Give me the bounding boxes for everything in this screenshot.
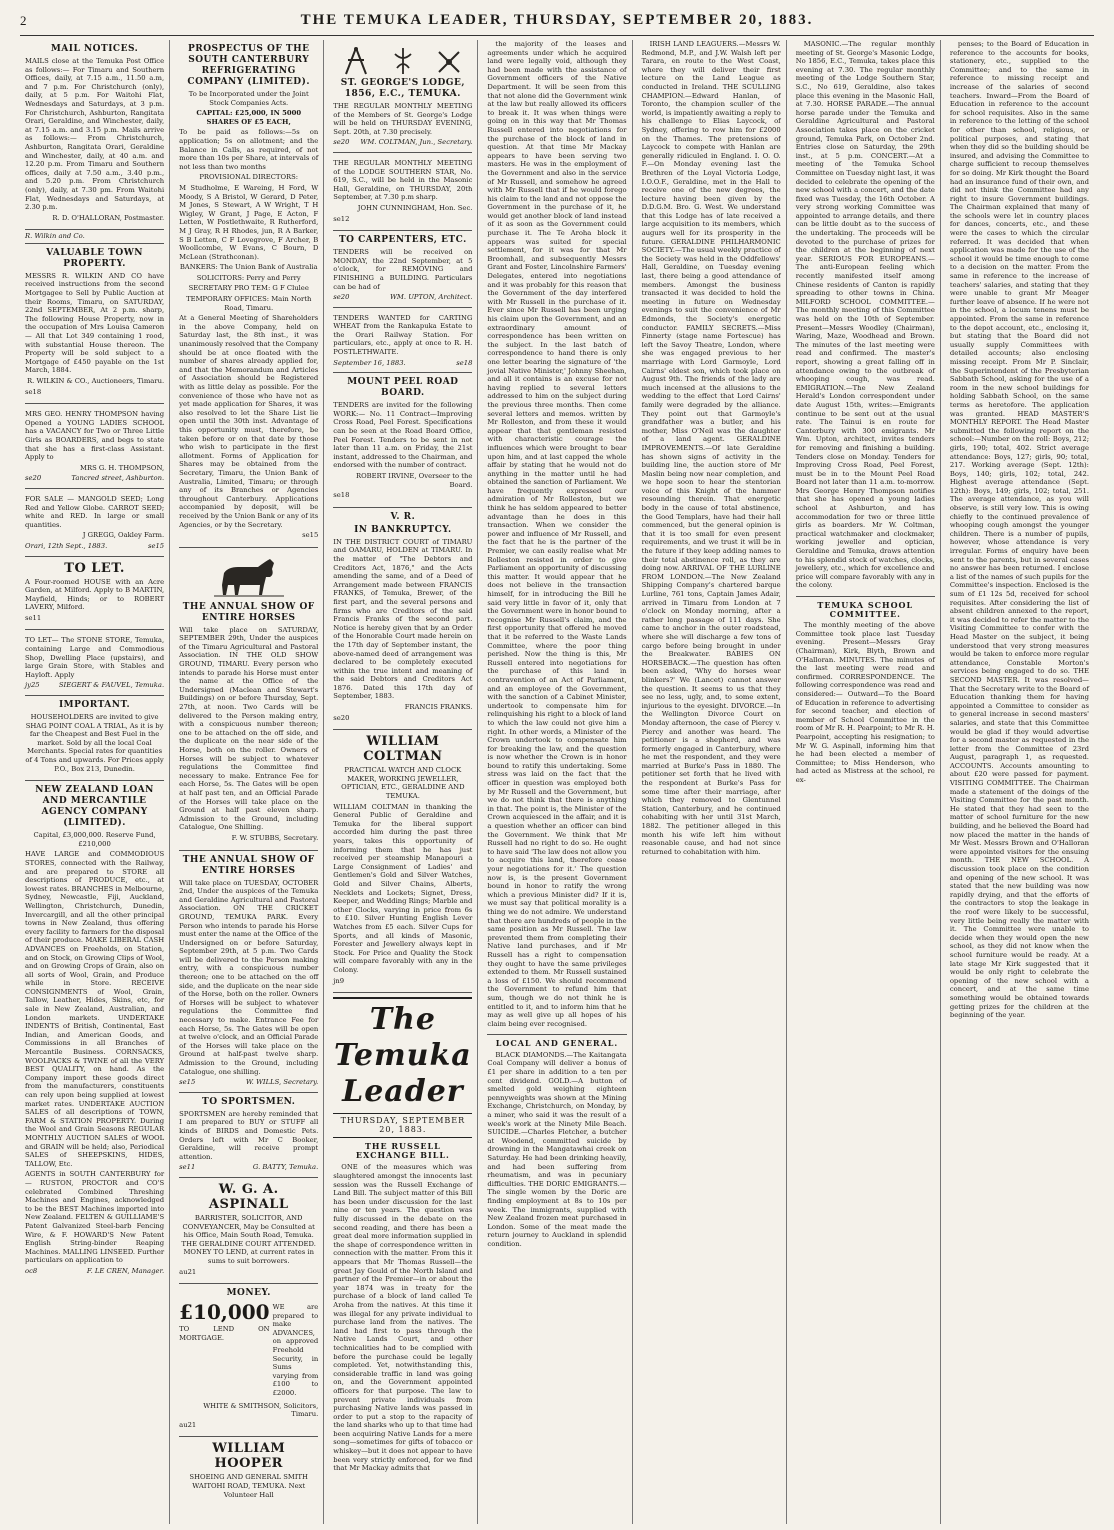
bankruptcy-signature: FRANCIS FRANKS. [404, 703, 473, 712]
thompson-school-signature: MRS G. H. THOMPSON, [80, 463, 165, 472]
prospectus-bankers: BANKERS: The Union Bank of Australia [179, 263, 318, 272]
leader-continued: the majority of the leases and agreements under which he acquired land were legally void, although they had been made with the assistance of Government officers of the Native Department. It will be seen from this that not alone did the Government wink at the law but really allowed its officers to break it. It was when things were going on in this way that Mr Thomas Russell entered into negotiations for the purchase of the block of land in question. At that time Mr Mackay appears to have been serving two masters. He was in the employment of the Government and also in the service of Mr Russell, and somehow he agreed with Mr Russell that if he would forego his claim to the land and not oppose the Government in the purchase of it, he would get another block of land instead of it as soon as the Government could purchase it. The Te Aroha block it appears was suited for special settlement, for it was for that Mr Broomhall, and subsequently Messrs Grant and Foster, Lincolnshire Farmers' Delegates, entered into negotiations and it was probably for this reason that the Government of the day interfered with Mr Russell in the purchase of it. Ever since Mr Russell has been urging his claim upon the Government, and an extraordinary amount of correspondence has been written on the subject. In the last batch of correspondence to hand there is only one letter bearing the signature of 'the jovial Native Minister,' Johnny Sheehan, and all it contains is an excuse for not having replied to several letters addressed to him on the subject during the previous three months. Then come several letters and memos. written by Mr Rolleston, and from these it would appear that that gentleman resisted with characteristic courage the influences which were brought to bear upon him, and at last capped the whole affair by stating that he would not do anything in the matter until he had obtained the sanction of Parliament. We have frequently expressed our admiration of Mr Rolleston, but we think he has seldom appeared to better advantage than he does in this transaction. When we consider the power and influence of Mr Russell, and the fact that he is the partner of the Premier, we can easily realise what Mr Rolleston resisted in order to give Parliament an opportunity of discussing this matter. It would appear that he does not believe in the transaction himself, for in introducing the Bill he said very little in favor of it, only that the Government were in honor bound to recognise Mr Russell's claim, and the first opportunity that offered he moved that it be referred to the Waste Lands Committee, where the poor thing perished. Now the thing is this, Mr Russell entered into negotiations for the purchase of this land in contravention of an Act of Parliament, and an employee of the Government, with the sanction of a Cabinet Minister, undertook to compensate him for relinquishing his right to a block of land to which the law could not give him a right. In other words, a Minister of the Crown undertook to compensate him for breaking the law, and the question is now whether the Crown is in honor bound to ratify this undertaking. Some stress was laid on the fact that the officer in question was employed both by Mr Russell and the Government, but we do not think that there is anything in that. The point is, the Minister of the Crown acquiesced in the affair, and it is a question whether an officer can bind the Government. We think that Mr Russell had no right to do so. He ought to have said 'The law does not allow you to acquire this land, therefore cease your negotiations for it.' The question now is, is the present Government bound in honor to ratify the wrong which a previous Minister did? If it is, we must say that political morality is a thing we do not admire. We understand that there are hundreds of people in the same position as Mr Russell. The law prevented them from completing their Native land purchases, and if Mr Russell has a right to compensation they ought to have the same privileges extended to them. Mr Russell sustained a loss of £150. We should recommend the Government to refund him that sum, though we do not think he is entitled to it, and to inform him that he may as well give up all hopes of his claim being ever recognised. [487, 40, 627, 1028]
mount-peel-body: TENDERS are invited for the following WORK:— No. 11 Contract—Improving Cross Road, Peel Forest. Specifications can be seen at the Road Board Office, Peel Forest. Tenders to be sent in not later than 11 a.m. on Friday, the 21st instant, addressed to the Chairman, and endorsed with the number of contract. [333, 401, 473, 470]
carpenters-code: se20 [333, 293, 350, 302]
mount-peel-signature: ROBERT IRVINE, Overseer to the Board. [355, 472, 473, 489]
stone-store-body: TO LET— The STONE STORE, Temuka, containing Large and Commodious Shop, Dwelling Place (upstairs), and large Grain Store, with Stables and Hayloft. Apply [25, 636, 165, 679]
leader-dateline: THURSDAY, SEPTEMBER 20, 1883. [333, 1117, 472, 1138]
thompson-school-ad [25, 404, 164, 489]
mail-notices-ad [25, 40, 164, 230]
prospectus-code: se15 [302, 531, 319, 540]
st-georges-lodge-heading: ST. GEORGE'S LODGE, 1856, E.C., TEMUKA. [340, 78, 465, 99]
carting-tender-code: se18 [456, 358, 473, 367]
carting-tender-date: September 16, 1883. [333, 358, 406, 367]
masonic-square-icon [435, 46, 463, 76]
mount-peel-heading: MOUNT PEEL ROAD BOARD. [347, 377, 459, 399]
aspinall-heading: W. G. A. ASPINALL [208, 1181, 289, 1212]
mangold-seed-date: Orari, 12th Sept., 1883. [25, 541, 108, 550]
sportsmen-body: SPORTSMEN are hereby reminded that I am prepared to BUY or STUFF all kinds of BIRDS and Domestic Pets. Orders left with Mr C Booker, Geraldine, will receive prompt attention. [179, 1109, 319, 1161]
sportsmen-signature: G. BATTY, Temuka. [252, 1163, 319, 1172]
nz-loan-signature: F. LE CREN, Manager. [86, 1266, 165, 1275]
wilkin-credit: R. Wilkin and Co. [25, 230, 164, 244]
st-georges-lodge-code: se20 [333, 138, 350, 147]
bankruptcy-code: se20 [333, 713, 350, 722]
column-3 [328, 40, 478, 1524]
column-2 [174, 40, 324, 1524]
prospectus-meeting: At a General Meeting of Shareholders in the above Company, held on Saturday last, the 8th inst., it was unanimously resolved that the Company should be at once floated with the number of shares already applied for, and that the Memorandum and Articles of Association should be Registered with as little delay as possible. For the convenience of those who have not as yet made application for Shares, it was also resolved to let the Share List lie open until the 30th inst. Advantage of this opportunity must, therefore, be taken before or on that date by those who wish to participate in the first allotment. Forms of Application for Shares may be obtained from the Secretary, Timaru, the Union Bank of Australia, Limited, Timaru; or through any of its Branches or Agencies throughout Canterbury. Applications accompanied by deposit, will be received by the Union Bank or any of its Agencies, or by the Secretary. [179, 314, 319, 529]
coltman-heading: WILLIAM COLTMAN [363, 734, 443, 765]
school-committee-heading: TEMUKA SCHOOL COMMITTEE. [796, 596, 935, 618]
valuable-property-ad [25, 244, 164, 404]
timaru-horse-show-body: Will take place on SATURDAY, SEPTEMBER 29th, Under the auspices of the Timaru Agricultural and Pastoral Association. IN THE OLD SHOW GROUND, TIMARU. Every person who intends to parade his Horse must enter the name at the Office of the Undersigned (Maclean and Stewart's Buildings) on or before Thursday, Sept. 27th, at noon. Two Cards will be delivered to the Person making entry, with a conspicuous number thereon; one to be attached on the off side, and the duplicate on the near side of the Horse, both on the roller. Owners of Horses will be subject to whatever regulations the Committee find necessary to make. Entrance Fee for each Horse, 5s. The Gates will be open at half past ten, and an Official Parade of the Horses will take place on the Ground at half past eleven sharp. Admission to the Ground, including Catalogue, One Shilling. [179, 625, 319, 832]
southern-star-lodge-body: THE REGULAR MONTHLY MEETING of the LODGE SOUTHERN STAR, No. 619, S.C., will be held in the Masonic Hall, Geraldine, on THURSDAY, 20th September, at 7.30 p.m sharp. [333, 158, 473, 202]
timaru-horse-show-signature: F. W. STUBBS, Secretary. [231, 833, 319, 842]
aspinall-code: au21 [179, 1267, 197, 1276]
nz-loan-code: oc8 [25, 1266, 38, 1275]
local-general-heading: LOCAL AND GENERAL. [487, 1034, 626, 1048]
prospectus-directors-heading: PROVISIONAL DIRECTORS: [199, 173, 299, 182]
masonic-emblem-icon [389, 46, 417, 76]
valuable-property-signature: R. WILKIN & CO., Auctioneers, Timaru. [27, 377, 165, 385]
hooper-body: SHOEING AND GENERAL SMITH WAITOHI ROAD, TEMUKA. Next Volunteer Hall [189, 1473, 308, 1499]
leader-heading: THE RUSSELL EXCHANGE BILL. [355, 1141, 450, 1160]
coltman-body: WILLIAM COLTMAN in thanking the General Public of Geraldine and Temuka for the liberal support accorded him during the past three years, takes this opportunity of informing them that he has just received per steamship Manapouri a Large Consignment of Ladies' and Gentlemen's Gold and Silver Watches, Gold and Silver Chains, Alberts, Necklets and Lockets; Signet, Dress, Keeper, and Wedding Rings; Marble and other Clocks, varying in price from 6s to £10. Silver Hunting English Lever Watches from £5 each. Silver Cups for Sports, and all kinds of Masonic, Forester and Jewellery always kept in Stock. For Price and Quality the Stock will compare favorably with any in the Colony. [333, 802, 473, 974]
nz-loan-body: HAVE LARGE and COMMODIOUS STORES, connected with the Railway, and are prepared to STORE all descriptions of PRODUCE, etc., at lowest rates. BRANCHES in Melbourne, Sydney, Newcastle, Fiji, Auckland, Wellington, Christchurch, Dunedin, Invercargill, and all the other principal towns in New Zealand, thus offering every facility to farmers for the disposal of their produce. MAKE LIBERAL CASH ADVANCES on Freeholds, on Station, and on Stock, on Growing Clips of Wool, and on Growing Crops of Grain, also on all sorts of Wool, Grain, and Produce while in Store. RECEIVE CONSIGNMENTS of Wool, Grain, Tallow, Leather, Hides, Skins, etc, for sale in New Zealand, Australian, and London markets. UNDERTAKE INDENTS of British, Continental, East Indian, and American Goods, and Commissions in all Branches of Mercantile Business. CORNSACKS, WOOLPACKS & TWINE of all the VERY BEST QUALITY, on hand. As the Company import these goods direct from the manufacturers, constituents can rely upon being supplied at lowest market rates. UNDERTAKE AUCTION SALES of all descriptions of TOWN, FARM & STATION PROPERTY. During the Wool and Grain Seasons REGULAR MONTHLY AUCTION SALES of WOOL and GRAIN will be held; also, Periodical SALES of SHEEPSKINS, HIDES, TALLOW, Etc. [25, 850, 165, 1168]
left-folio: 2 [20, 12, 27, 28]
thompson-school-body: MRS GEO. HENRY THOMPSON having Opened a YOUNG LADIES SCHOOL has a VACANCY for Two or Three Little Girls as BOARDERS, and begs to state that she has a first-class Assistant. Apply to [25, 410, 165, 462]
to-let-house-code: se11 [25, 613, 42, 622]
column-6 [791, 40, 941, 1524]
st-georges-lodge-body: THE REGULAR MONTHLY MEETING of the Members of St. George's Lodge will be held on THURSDAY EVENING, Sept. 20th, at 7.30 precisely. [333, 102, 473, 136]
mail-notices-heading: MAIL NOTICES. [50, 44, 139, 54]
sportsmen-code: se11 [179, 1163, 196, 1172]
newspaper-page [20, 40, 1094, 1524]
money-code: au21 [179, 1420, 197, 1429]
column-4 [482, 40, 632, 1524]
prospectus-solicitors: SOLICITORS: Perry and Perry [196, 273, 301, 282]
money-amount: £10,000 [179, 1300, 270, 1325]
to-let-house-body: A Four-roomed HOUSE with an Acre Garden, at Milford. Apply to B MARTIN, Mayfield, Hinds; or to ROBERT LAVERY, Milford. [25, 577, 165, 612]
carting-tender-ad [333, 308, 472, 374]
carpenters-body: TENDERS will be received on MONDAY, the 22nd September, at 5 o'clock, for REMOVING and FINISHING a BUILDING. Particulars can be had of [333, 248, 473, 291]
prospectus-capital: CAPITAL: £25,000, IN 5000 SHARES OF £5 EACH, [196, 109, 302, 126]
mail-notices-body: MAILS close at the Temuka Post Office as follows:— For Timaru and Southern Offices, daily, at 7.15 a.m., 11.50 a.m, and 7 p.m. For Christchurch (only), daily, at 5 p.m. For Waitohi Flat, Wednesdays and Saturdays, at 3 p.m. For Christchurch, Ashburton, Rangitata Orari, Geraldine, and Winchester, daily, at 7.15 a.m. and 3.15 p.m. Mails arrive as follows:— From Christchurch, Ashburton, Rangitata Orari, Geraldine and Winchester, daily, at 40 a.m. and 12.20 p.m. From Timaru and Southern offices, daily at 7.50 a.m., 3.40 p.m., and 5.20 p.m. From Christchurch (only), daily, at 7.30 pm. From Waitohi Flat, Wednesdays and Saturdays, at 2.30 p.m. [25, 57, 165, 212]
thompson-school-address: Tancred street, Ashburton. [71, 474, 165, 483]
column-5 [637, 40, 787, 1524]
mangold-seed-code: se15 [147, 541, 165, 550]
temuka-horse-show-signature: W. WILLS, Secretary. [245, 1078, 319, 1087]
money-signature: WHITE & SMITHSON, Solicitors, Timaru. [203, 1401, 319, 1419]
leader-body: ONE of the measures which was slaughtered amongst the innocents last session was the Russell Exchange of Land Bill. The subject matter of this Bill has been under discussion for the last nine or ten years. The question was fully discussed in the debate on the second reading, and there has been a great deal more information supplied in the shape of correspondence written in connection with the matter. From this it appears that Mr Thomas Russell—the great Jay Gould of the North Island and partner of the Premier—in or about the year 1874 was in treaty for the purchase of a block of land called Te Aroha from the natives. At this time it was illegal for any private individual to purchase land from the natives. The land had first to pass through the Native Lands Court, and other technicalities had to be complied with before the purchase could be legally completed. Yet, notwithstanding this, considerable traffic in land was going on, and the Government appointed officers for that purpose. The law to prevent private individuals from purchasing Native lands was passed in order to put a stop to the rapacity of the land sharks who up to that time had been acquiring Native Lands for a mere song—sometimes for gifts of tobacco or whiskey—but it does not appear to have been very strictly enforced, for we find that Mr Mackay admits that [333, 1163, 473, 1473]
hooper-ad [179, 1437, 318, 1506]
temuka-horse-show-ad [179, 851, 318, 1093]
southern-star-lodge-signature: JOHN CUNNINGHAM, Hon. Sec. [357, 203, 473, 212]
nz-loan-agents: AGENTS in SOUTH CANTERBURY for— RUSTON, PROCTOR and CO'S celebrated Combined Threshing Machines and Engines, acknowledged to be the BEST Machines imported into New Zealand. FELTEN & GUILLIAME'S Patent Galvanized Steel-barb Fencing Wire, & F. HOWARD'S New Patent English String-binder Reaping Machines. MALLING LINSEED. Further particulars on application to [25, 1170, 165, 1265]
to-let-heading: TO LET. [64, 560, 125, 576]
thompson-school-code: se20 [25, 474, 42, 483]
stone-store-signature: SIEGERT & FAUVEL, Temuka. [58, 681, 165, 690]
temuka-horse-show-body: Will take place on TUESDAY, OCTOBER 2nd, Under the auspices of the Temuka and Geraldine Agricultural and Pastoral Association. ON THE CRICKET GROUND, TEMUKA PARK. Every Person who intends to parade his Horse must enter the name at the Office of the Undersigned on or before Saturday, September 29th, at 5 p.m. Two Cards will be delivered to the Person making entry, with a conspicuous number thereon; one to be attached on the off side, and the duplicate on the near side of the Horse, both on the roller. Owners of Horses will be subject to whatever regulations the Committee find necessary to make. Entrance Fee for each Horse, 5s. The Gates will be open at twelve o'clock, and an Official Parade of the Horses will take place on the Ground at half-past twelve sharp. Admission to the Ground, including Catalogue, one shilling. [179, 878, 319, 1076]
important-heading: IMPORTANT. [58, 700, 131, 711]
st-georges-lodge-ad [333, 40, 472, 153]
timaru-horse-show-ad [179, 548, 318, 851]
valuable-property-code: se18 [25, 387, 42, 396]
newspaper-title: THE TEMUKA LEADER, THURSDAY, SEPTEMBER 20, 1883. [300, 12, 814, 28]
prospectus-sub: To be Incorporated under the Joint Stock Companies Acts. [188, 90, 309, 107]
carting-tender-body: TENDERS WANTED for CARTING WHEAT from the Rankapuka Estate to the Orari Railway Station. For particulars, etc., apply at once to R. H. POSTLETHWAITE. [333, 313, 473, 357]
sportsmen-heading: TO SPORTSMEN. [202, 1096, 296, 1107]
column-7-body: penses; to the Board of Education in reference to the accounts for books, stationery, etc., supplied to the Committee; and to the same in reference to missing receipt and increase of the salaries of second teachers. Inward—From the Board of Education in reference to the account for school requisites. Also in the same in reference to the letting of the school for other than school, religious, or political purposes, and stating that when they did so the building should be insured, and advising the Committee to charge sufficient to recoup themselves for so doing. Mr Kirk thought the Board had an insurance fund of their own, and did not think the Committee had any right to insure Government buildings. The Chairman explained that many of the schools were let in country places for dances, concerts, etc., and these were the cases to which the circular referred. It was decided that when application was made for the use of the school it would be time enough to come to a decision on the matter. From the same in reference to the increase of teachers' salaries, and stating that they were unable to grant Mr Meager further leave of absence. If he were not in the school, a locum tenens must be appointed. From the same in reference to the depot account, etc., enclosing it, but stating that the Board did not usually supply Committees with detailed accounts; also enclosing missing receipt. From Mr P. Sinclair, the Superintendent of the Presbyterian Sabbath School, asking for the use of a room in the new school buildings for holding Sabbath School, on the same terms as heretofore. The application was granted. HEAD MASTER'S MONTHLY REPORT. The Head Master submitted the following report on the school:—Number on the roll: Boys, 212; girls, 190; total, 402. Strict average attendance: Boys, 127; girls, 90; total, 217. Working average (Sept. 12th): Boys, 140; girls, 102; total, 242. Highest average attendance (Sept. 12th): Boys, 149; girls, 102; total, 251. The average attendance, as you will observe, is still very low. This is owing chiefly to the continued prevalence of whooping cough amongst the younger children. There is a number of pupils, however, whose attendance is very irregular. Forms of enquiry have been sent to the parents, but in several cases no answer has been returned. I enclose a list of the names of such pupils for the Committee's inspection. Enclosed is the sum of £1 12s 5d, received for school requisites. After considering the list of absent children annexed to the report, it was decided to refer the matter to the Visiting Committee to confer with the Head Master on the subject, it being understood that very strong measures would be taken to enforce more regular attendance, Constable Morton's services being engaged to do so. THE SECOND MASTER. It was resolved—That the Secretary write to the Board of Education thanking them for having appointed a Committee to consider as to general increase in second masters' salaries, and state that this Committee would be glad if they would advertise for a second master as requested in the letter from the Committee of 23rd August, paragraph 1, as requested. ACCOUNTS. Accounts amounting to about £20 were passed for payment. VISITING COMMITTEE. The Chairman made a statement of the doings of the Visiting Committee for the past month. He stated that they had seen to the matter of school furniture for the new building, and he believed the Board had now placed the matter in the hands of Mr West. Messrs Brown and O'Halloran were appointed visitors for the ensuing month. THE NEW SCHOOL. A discussion took place on the condition and opening of the new school. It was stated that the new building was now rapidly drying, and that the efforts of the contractors to stop the leakage in the roof were likely to be successful, very little being really the matter with it. The Committee were unable to decide when they would open the new school, as they did not know when the school furniture would be ready. At a late stage Mr Kirk suggested that it would be only right to celebrate the opening of the new school with a concert, and at the same time something would be obtained towards getting prizes for the children at the beginning of the year. [949, 40, 1089, 1020]
southern-star-lodge-code: se12 [333, 214, 350, 223]
prospectus-offices: TEMPORARY OFFICES: Main North Road, Timaru. [186, 295, 312, 312]
mangold-seed-body: FOR SALE — MANGOLD SEED; Long Red and Yellow Globe. CARROT SEED; white and RED. In large or small quantities. [25, 494, 165, 529]
stone-store-ad [25, 630, 164, 696]
mail-notices-signature: R. D. O'HALLORAN, Postmaster. [52, 213, 165, 222]
hooper-heading: WILLIAM HOOPER [212, 1441, 286, 1472]
horse-icon [214, 555, 284, 599]
bankruptcy-ad [333, 508, 472, 730]
money-body: WE are prepared to make ADVANCES, on approved Freehold Security, in Sums varying from £100 to £2000. [272, 1303, 319, 1398]
shag-point-coal-body: HOUSEHOLDERS are invited to give SHAG POINT COAL A TRIAL, As it is by far the Cheapest and Best Fuel in the market. Sold by all the local Coal Merchants. Special rates for quantities of 4 Tons and upwards. For Prices apply P.O., Box 213, Dunedin. [25, 713, 164, 773]
coltman-ad [333, 730, 472, 993]
temuka-horse-show-heading: THE ANNUAL SHOW OF ENTIRE HORSES [182, 854, 315, 876]
nz-loan-heading: NEW ZEALAND LOAN AND MERCANTILE AGENCY COMPANY (LIMITED). [35, 785, 154, 829]
column-7 [945, 40, 1094, 1524]
mount-peel-code: se18 [333, 491, 350, 500]
local-general-body: BLACK DIAMONDS.—The Kaitangata Coal Company will deliver a bonus of £1 per share in addition to a ten per cent dividend. GOLD.—A button of smelted gold weighing eighteen pennyweights was shown at the Mining Exchange, Christchurch, on Monday, by a miner, who said it was the result of a week's work at the Ninety Mile Beach. SUICIDE.—Charles Fletcher, a butcher at Woodend, committed suicide by drowning in the Mangatawhai creek on Saturday. He had been drinking heavily, and had been suffering from rheumatism, and was in pecuniary difficulties. THE DORIC EMIGRANTS.—The single women by the Doric are finding employment at 8s to 10s per week. The immigrants, supplied with New Zealand frozen meat purchased in London. Some of the meat made the return journey to Auckland in splendid condition. [487, 1050, 627, 1248]
st-georges-lodge-signature: WM. COLTMAN, Jun., Secretary. [360, 138, 473, 147]
temuka-horse-show-code: se15 [179, 1078, 196, 1087]
column-5-body: IRISH LAND LEAGUERS.—Messrs W. Redmond, M.P., and J.W. Walsh left per Tarara, en route to the West Coast, where they will deliver their first lecture on the Land League as conducted in Ireland. THE SCULLING CHAMPION.—Edward Hanlan, of Toronto, the champion sculler of the world, is impatiently awaiting a reply to his challenge to Elias Laycock, of Sydney, offering to row him for £2000 on the Thames. The pretensions of Laycock to compete with Hanlan are generally ridiculed in England. I. O. O. F.—On Monday evening last the Brethren of the Loyal Victoria Lodge, I.O.O.F., Geraldine, met in the Hall to receive one of the new degrees, the lecture having been given by the D.D.G.M. Bro. G. West. We understand that this Lodge has of late received a large acquisition to its members, which augurs well for its prosperity in the future. GERALDINE PHILHARMONIC SOCIETY.—The usual weekly practice of the Society was held in the Oddfellows' Hall, Geraldine, on Tuesday evening last, there being a good attendance of members. Amongst the business transacted it was decided to hold the meeting in future on Wednesday evenings to suit the convenience of Mr Edmonds, the Society's energetic conductor. FAMILY SECRETS.—Miss Finnerty (stage name Fortescue) has left the Savoy Theatre, London, where she was engaged previous to her marriage with Lord Garmoyle, Lord Cairns' eldest son, which took place on August 9th. The friends of the lady are much incensed at the allusions to the wedding to the effect that Lord Cairns' family were degraded by the alliance. They point out that Garmoyle's grandfather was a butler, and his mother, Miss O'Neil was the daughter of a land agent. GERALDINE IMPROVEMENTS.—Of late Geraldine has shown signs of activity in the building line, the auction store of Mr Maslin being now near completion, and we hope soon to hear the stentorian voice of this Knight of the hammer resounding therein. That energetic body in the cause of total abstinence, the Good Templars, have had their hall commenced, but the general opinion is that it is too small for even present requirements, and we trust it will be in the future if they keep adding names to their total abstinence roll, as they are doing now. ARRIVAL OF THE LURLINE FROM LONDON.—The New Zealand Shipping Company's chartered barque Lurline, 761 tons, Captain James Adair, arrived in Timaru from London at 7 o'clock on Monday morning, after a rather long passage of 111 days. She came to anchor in the outer roadstead, where she will discharge a few tons of cargo before being brought in under the Breakwater. BABIES ON HORSEBACK.—The question has often been asked, 'Why do horses wear blinkers?' We (Lancet) cannot answer the question. It seems to us that they see no less, ugly, and, to some extent, injurious to the eyesight. DIVORCE.—In the Wellington Divorce Court on Monday afternoon, the case of Piercy v. Piercy and another was heard. The petitioner is a shepherd, and was formerly engaged in Canterbury, where he met the respondent, and they were married at Burke's Pass in 1880. The petitioner set forth that he lived with the respondent at Burke's Pass for some time after their marriage, after which they removed to Glentunnel Station, Canterbury, and he continued cohabiting with her until 31st March, 1882. The petitioner alleged in this month his wife left him without reasonable cause, and had not since returned to cohabitation with him. [641, 40, 781, 856]
money-heading: MONEY. [226, 1288, 271, 1299]
nz-loan-ad [25, 781, 164, 1280]
bankruptcy-body: IN THE DISTRICT COURT of TIMARU and OAMARU, HOLDEN at TIMARU. In the matter of "The Debtors and Creditors Act, 1876," and the Acts amending the same, and of a Deed of Arrangement made between FRANCIS FRANKS, of Temuka, Brewer, of the first part, and the several persons and firms who are Creditors of the said Francis Franks of the second part. Notice is hereby given that by an Order of the Honorable Court made herein on the 17th day of September instant, the above-named deed of arrangement was declared to be completely executed within the true intent and meaning of the said Debtors and Creditors Act 1876. Dated this 17th day of September, 1883. [333, 537, 473, 701]
column-6-body: MASONIC.—The regular monthly meeting of St. George's Masonic Lodge, No 1856, E.C., Temuka, takes place this evening at 7.30. The regular monthly meeting of the Lodge Southern Star, S.C., No 619, Geraldine, also takes place this evening in the Masonic Hall, at 7.30. HORSE PARADE.—The annual horse parade under the Temuka and Geraldine Agricultural and Pastoral Association takes place on the cricket ground, Temuka Park, on October 2nd. Entries close on Saturday, the 29th inst., at 5 p.m. CONCERT.—At a meeting of the Temuka School Committee on Tuesday night last, it was decided to celebrate the opening of the new school with a concert, and the date fixed was Tuesday, the 16th October. A very strong working Committee was appointed to arrange details, and there can be little doubt as to the success of the undertaking. The proceeds will be devoted to the purchase of prizes for the children at the beginning of next year. SERIOUS FOR EUROPEANS.—The anti-European feeling which recently manifested itself among Chinese residents of Canton is rapidly spreading to other towns in China. MILFORD SCHOOL COMMITTEE.—The monthly meeting of this Committee was held on the 10th of September. Present—Messrs Woodley (Chairman), Waring, Maze, Woodhead and Brown. The minutes of the last meeting were read and confirmed. The master's report, showing a great falling off in attendance owing to the outbreak of whooping cough, was read. EMIGRATION.—The New Zealand Herald's London correspondent under date August 15th, writes:—Emigrants continue to be sent out at the usual rate. The Tainui is en route for Canterbury with 300 emigrants. Mr Wm. Upton, architect, invites tenders for removing and finishing a building. Tenders close on Monday. Tenders for Improving Cross Road, Peel Forest, must be in to the Mount Peel Road Board not later than 11 a.m. to-morrow. Mrs George Henry Thompson notifies that she has opened a young ladies school at Ashburton, and has accommodation for two or three little girls as boarders. Mr W. Coltman, practical watchmaker and clockmaker, working jeweller and optician, Geraldine and Temuka, draws attention to his splendid stock of watches, clocks, jewellery, etc., which for excellence and price will compare favorably with any in the colony. [795, 40, 935, 590]
stone-store-code: jy25 [25, 681, 40, 690]
prospectus-directors: M Studholme, E Wareing, H Ford, W Moody, S A Bristol, W Gerard, D Peter, M Jones, S Stewart, A W Wright, T H Wigley, W Grant, J Page, E Acton, F Letten, W Postlethwaite, R Rutherford, M J Gray, R H Rhodes, jun, R A Barker, S B Letten, C F Lovegrove, F Archer, B Woollcombe, W Evans, C Bourn, D McLean (Strathconan). [179, 183, 319, 261]
prospectus-heading: PROSPECTUS OF THE SOUTH CANTERBURY REFRIGERATING COMPANY (LIMITED). [187, 44, 310, 87]
vr-heading: V. R. [390, 511, 416, 522]
prospectus-terms: To be paid as follows:—5s on application; 5s on allotment; and the Balance in Calls, as required, of not more than 10s per Share, at intervals of not less than two months [179, 128, 319, 171]
newspaper-nameplate: The Temuka Leader [333, 997, 472, 1114]
money-left-text: TO LEND ON MORTGAGE. [179, 1325, 270, 1342]
shag-point-coal-ad [25, 696, 164, 781]
school-committee-body: The monthly meeting of the above Committee took place last Tuesday evening. Present—Messrs Gray (Chairman), Kirk, Blyth, Brown and O'Halloran. MINUTES. The minutes of the last meeting were read and confirmed. CORRESPONDENCE. The following correspondence was read and considered:— Outward—To the Board of Education in reference to advertising for second teacher, and election of member of School Committee in the room of Mr R. H. Pearpoint; to Mr R. H. Pearpoint, accepting his resignation; to Mr W. G. Aspinall, informing him that he had been elected a member of Committee; to Miss Henderson, who had acted as Mistress at the school, re ex- [795, 621, 935, 784]
refrigerating-prospectus-ad [179, 40, 318, 548]
nz-loan-capital: Capital, £3,000,000. Reserve Fund, £210,000 [33, 831, 156, 848]
mount-peel-ad [333, 373, 472, 508]
money-to-lend-ad [179, 1284, 318, 1437]
masonic-compass-icon [342, 46, 370, 76]
sportsmen-ad [179, 1093, 318, 1178]
carpenters-heading: TO CARPENTERS, ETC. [338, 235, 467, 246]
aspinall-ad [179, 1178, 318, 1284]
prospectus-secretary: SECRETARY PRO TEM: G F Clulee [188, 284, 309, 293]
valuable-property-body: MESSRS R. WILKIN AND CO have received instructions from the second Mortgagee to Sell by Public Auction at their Rooms, Timaru, on SATURDAY, 22nd SEPTEMBER, At 2 p.m. sharp, The following House Property, now in the occupation of Mrs Louisa Cameron— All that Lot 349 containing 1 rood, with substantial House thereon. The Property will be sold subject to a Mortgage of £450 payable on the 1st March, 1884. [25, 271, 165, 375]
column-1 [20, 40, 170, 1524]
bankruptcy-heading: IN BANKRUPTCY. [354, 524, 452, 535]
valuable-property-heading: VALUABLE TOWN PROPERTY. [46, 247, 144, 269]
carpenters-ad [333, 231, 472, 308]
southern-star-lodge-ad [333, 153, 472, 231]
mangold-seed-signature: J GREGG, Oakley Farm. [82, 531, 165, 540]
aspinall-body: BARRISTER, SOLICITOR, AND CONVEYANCER, May be Consulted at his Office, Main South Road, Temuka. THE GERALDINE COURT ATTENDED. MONEY TO LEND, at current rates in sums to suit borrowers. [181, 1213, 316, 1265]
coltman-subheading: PRACTICAL WATCH AND CLOCK MAKER, WORKING JEWELLER, OPTICIAN, ETC., GERALDINE AND TEMUKA. [341, 766, 465, 801]
timaru-horse-show-heading: THE ANNUAL SHOW OF ENTIRE HORSES [182, 601, 315, 623]
carpenters-signature: WM. UPTON, Architect. [389, 293, 473, 302]
coltman-code: jn9 [333, 976, 345, 985]
to-let-house-ad [25, 557, 164, 631]
mangold-seed-ad [25, 489, 164, 557]
masthead [20, 6, 1094, 36]
